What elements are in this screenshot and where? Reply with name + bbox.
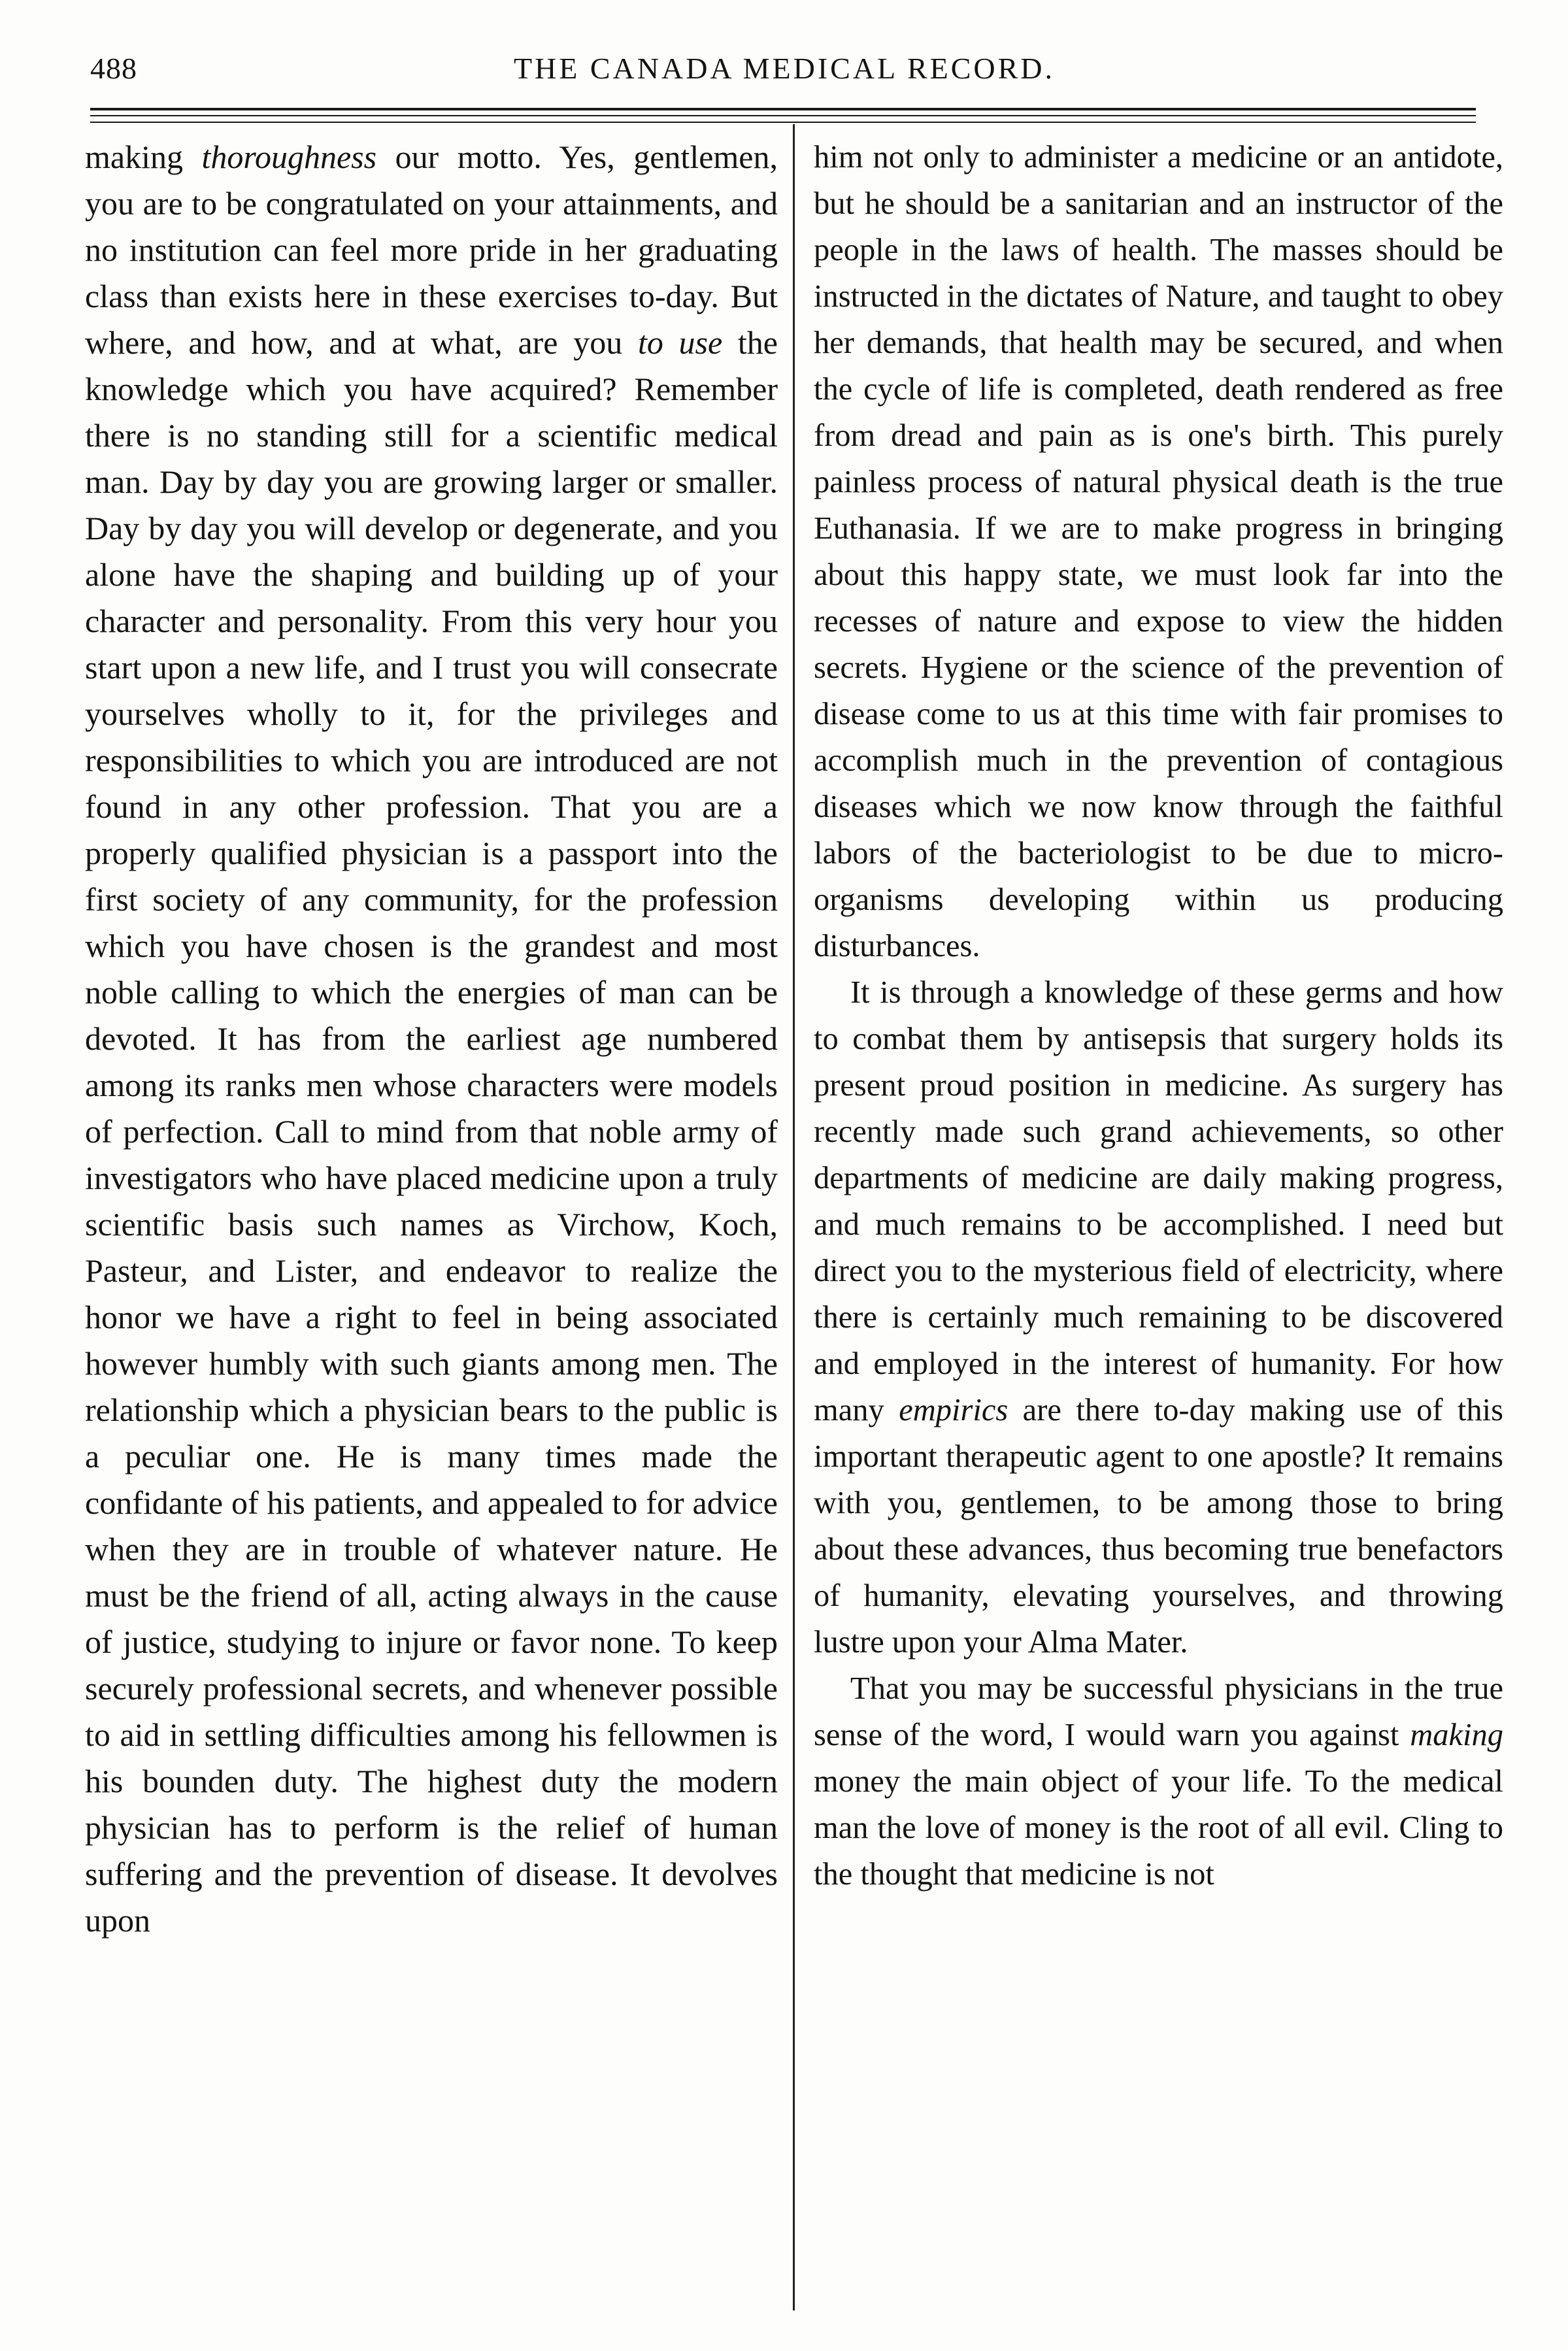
right-paragraph-antisepsis <box>814 969 1503 1665</box>
emphasis-thoroughness: thoroughness <box>201 139 377 175</box>
text-run: money the main object of your life. To the medical man the love of money is the root of all evil. Cling to the thought that medicine is not <box>814 1764 1503 1892</box>
emphasis-making: making <box>1410 1718 1503 1752</box>
text-run: That you may be successful physicians in the true sense of the word, I would warn you against <box>814 1671 1503 1752</box>
text-run: our motto. Yes, gentlemen, you are to be congratulated on your attainments, and no institution can feel more pride in her graduating class than exists here in these exercises to-day. But where, and how, and at what, are you <box>85 139 778 361</box>
running-title: THE CANADA MEDICAL RECORD. <box>513 52 1056 85</box>
header-rule-thick <box>90 108 1476 110</box>
right-column <box>814 134 1503 2304</box>
emphasis-to-use: to use <box>637 324 723 361</box>
text-run: It is through a knowledge of these germs and how to combat them by antisepsis that surgery holds its present proud position in medicine. As surgery has recently made such grand achievements, so other departments of medicine are daily making progress, and much remains to be accomplished. I need but direct you to the mysterious field of electricity, where there is certainly much remaining to be discovered and employed in the interest of humanity. For how many <box>814 975 1503 1427</box>
text-run: making <box>85 139 202 175</box>
text-run: the knowledge which you have acquired? Remember there is no standing still for a scientific medical man. Day by day you are growing larger or smaller. Day by day you will develop or degenerate, and you alone have the shaping and building up of your character and personality. From this very hour you start upon a new life, and I trust you will consecrate yourselves wholly to it, for the privileges and responsibilities to which you are introduced are not found in any other profession. That you are a properly qualified physician is a passport into the first society of any community, for the profession which you have chosen is the grandest and most noble calling to which the energies of man can be devoted. It has from the earliest age numbered among its ranks men whose characters were models of perfection. Call to mind from that noble army of investigators who have placed medicine upon a truly scientific basis such names as Virchow, Koch, Pasteur, and Lister, and endeavor to realize the honor we have a right to feel in being associated however humbly with such giants among men. The relationship which a physician bears to the public is a peculiar one. He is many times made the confidante of his patients, and appealed to for advice when they are in trouble of whatever nature. He must be the friend of all, acting always in the cause of justice, studying to injure or favor none. To keep securely professional secrets, and whenever possible to aid in settling difficulties among his fellowmen is his bounden duty. The highest duty the modern physician has to perform is the relief of human suffering and the prevention of disease. It devolves upon <box>85 324 778 1939</box>
page-number: 488 <box>90 52 137 85</box>
header-rule-thin-lower <box>90 122 1476 123</box>
column-divider <box>793 124 795 2310</box>
emphasis-empirics: empirics <box>899 1393 1009 1427</box>
right-paragraph-money <box>814 1665 1503 1897</box>
header-rule-thin <box>90 115 1476 116</box>
text-run: are there to-day making use of this important therapeutic agent to one apostle? It remains with you, gentlemen, to be among those to bring about these advances, thus becoming true benefactors of humanity, elevating yourselves, and throwing lustre upon your Alma Mater. <box>814 1393 1503 1659</box>
left-column <box>85 134 778 2304</box>
left-paragraph-continued <box>85 134 778 1944</box>
page-header <box>65 39 1503 98</box>
right-paragraph-continued: him not only to administer a medicine or an antidote, but he should be a sanitarian and an instructor of the people in the laws of health. The masses should be instructed in the dictates of Nature, and taught to obey her demands, that health may be secured, and when the cycle of life is completed, death rendered as free from dread and pain as is one's birth. This purely painless process of natural physical death is the true Euthanasia. If we are to make progress in bringing about this happy state, we must look far into the recesses of nature and expose to view the hidden secrets. Hygiene or the science of the prevention of disease come to us at this time with fair promises to accomplish much in the prevention of contagious diseases which we now know through the faithful labors of the bacteriologist to be due to micro-organisms developing within us producing disturbances. <box>814 140 1503 963</box>
